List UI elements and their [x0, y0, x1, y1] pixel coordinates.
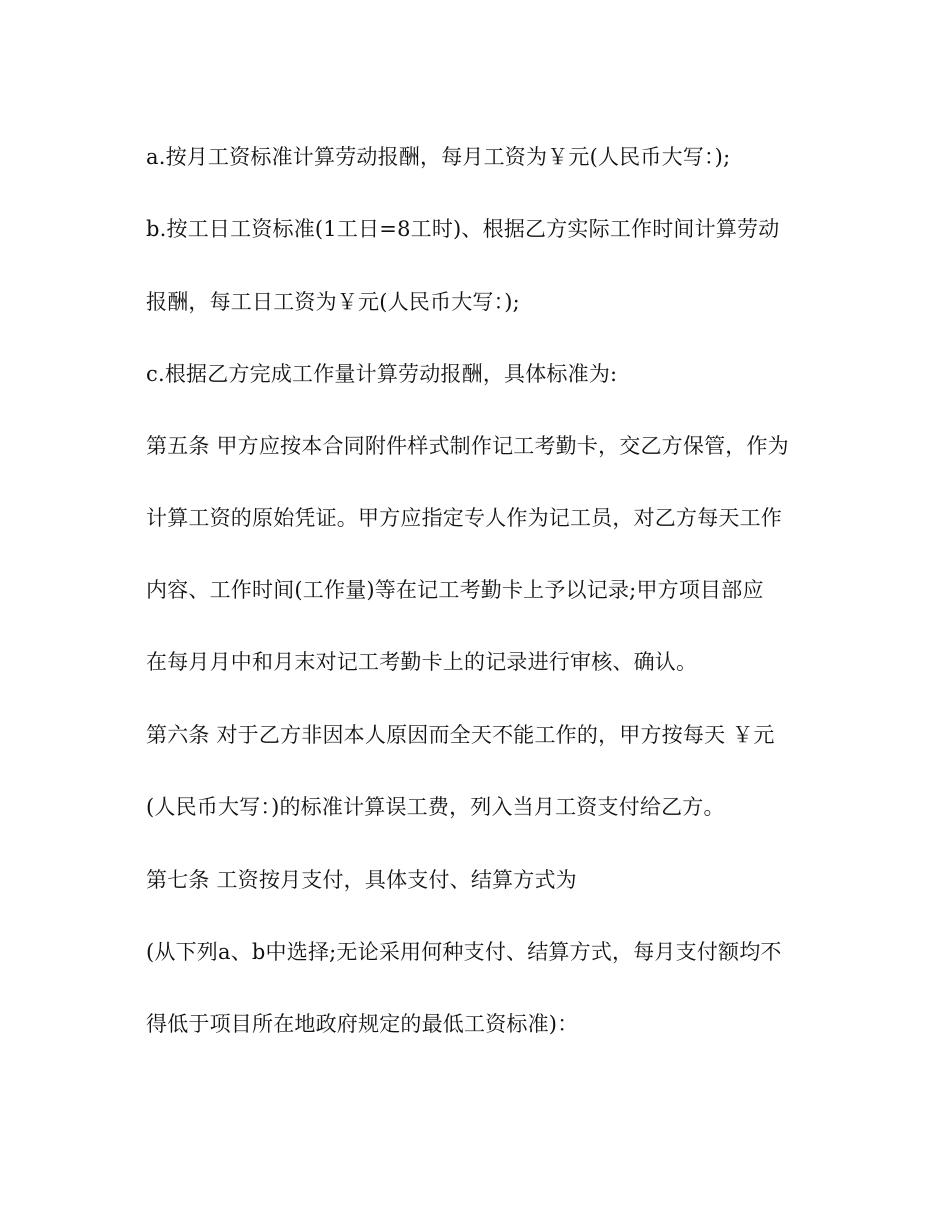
paragraph-line: 第六条 对于乙方非因本人原因而全天不能工作的，甲方按每天 ￥元	[146, 723, 775, 747]
paragraph-line: 内容、工作时间(工作量)等在记工考勤卡上予以记录;甲方项目部应	[146, 578, 764, 602]
paragraph-line: (人民币大写：)的标准计算误工费，列入当月工资支付给乙方。	[146, 795, 725, 819]
paragraph-line: 第五条 甲方应按本合同附件样式制作记工考勤卡，交乙方保管，作为	[146, 434, 789, 458]
paragraph-line: 在每月月中和月末对记工考勤卡上的记录进行审核、确认。	[146, 650, 698, 674]
paragraph-line: 得低于项目所在地政府规定的最低工资标准)：	[146, 1012, 579, 1036]
paragraph-line: 第七条 工资按月支付，具体支付、结算方式为	[146, 868, 577, 892]
paragraph-line: 报酬，每工日工资为￥元(人民币大写：);	[146, 290, 520, 314]
paragraph-line: c.根据乙方完成工作量计算劳动报酬，具体标准为:	[146, 362, 618, 386]
paragraph-line: a.按月工资标准计算劳动报酬，每月工资为￥元(人民币大写：);	[146, 145, 731, 169]
paragraph-line: b.按工日工资标准(1工日=8工时)、根据乙方实际工作时间计算劳动	[146, 217, 780, 241]
paragraph-line: (从下列a、b中选择;无论采用何种支付、结算方式，每月支付额均不	[146, 940, 782, 964]
paragraph-line: 计算工资的原始凭证。甲方应指定专人作为记工员，对乙方每天工作	[146, 506, 782, 530]
